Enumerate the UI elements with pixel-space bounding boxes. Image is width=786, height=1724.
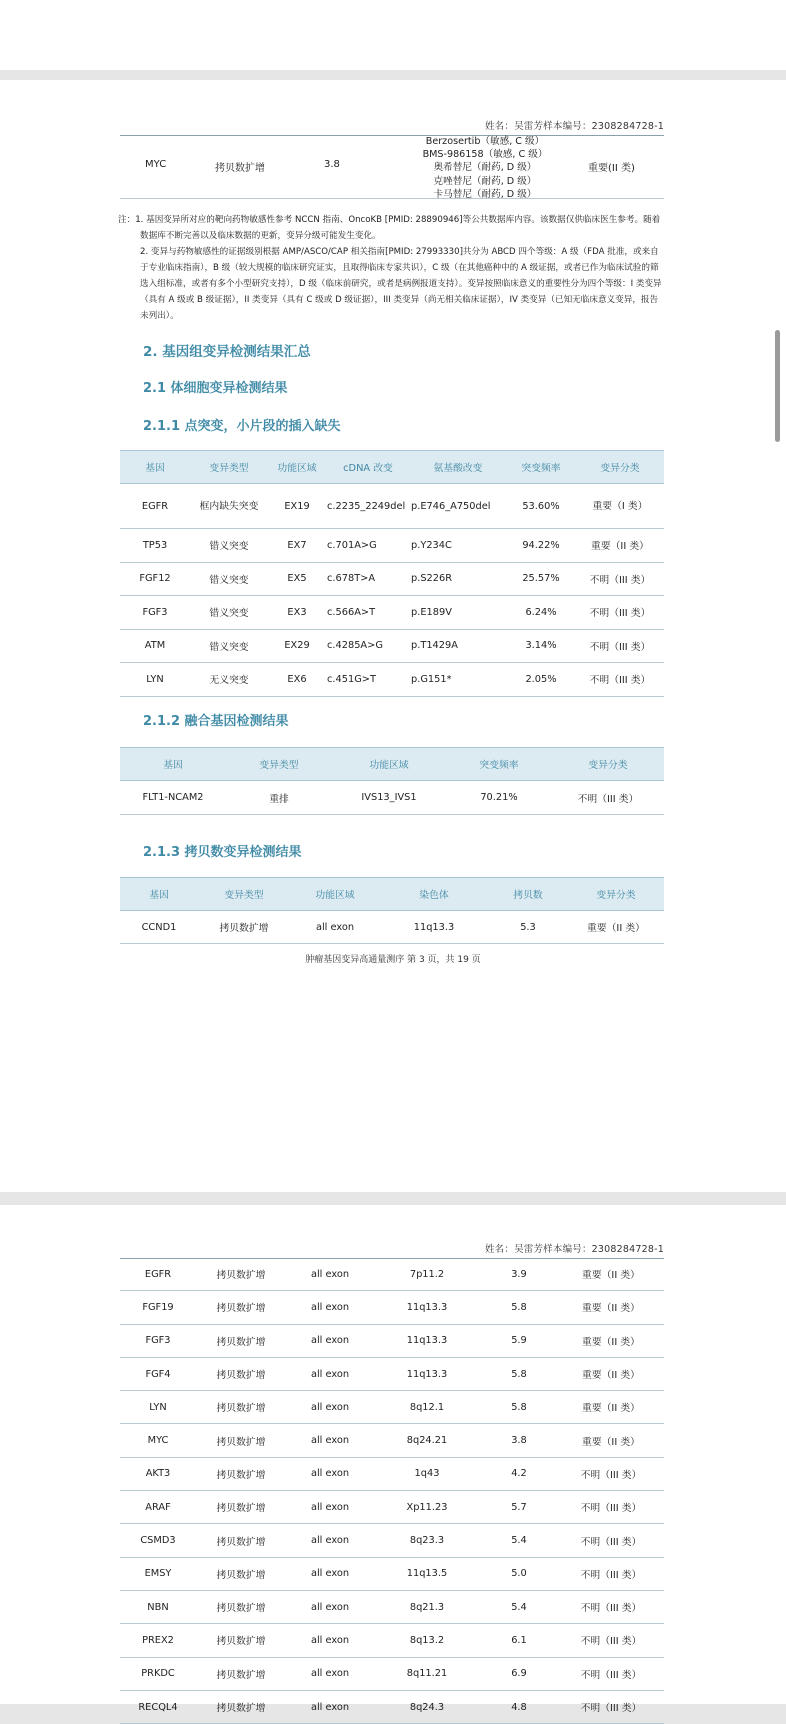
gene-cell: AKT3 (120, 1457, 196, 1490)
gene-cell: CSMD3 (120, 1524, 196, 1557)
class-cell: 不明（III 类） (558, 1491, 664, 1524)
aa-cell: p.S226R (410, 562, 506, 596)
aa-cell: p.Y234C (410, 529, 506, 563)
cdna-cell: c.566A>T (326, 596, 410, 630)
type-cell: 无义突变 (190, 663, 268, 697)
aa-cell: p.T1429A (410, 629, 506, 663)
note-2: 2. 变异与药物敏感性的证据级别根据 AMP/ASCO/CAP 相关指南[PMID: 27993330]共分为 ABCD 四个等级：A 级（FDA 批准，或来自于专业临床指南），B 级（较大规模的临床研究证实，且取得临床专家共识），C 级（在其他癌种中的 A 级证据，或者已作为临床试验的筛选入组标准，或者有多个小型研究支持），D 级（临床前研究，或者是病例报道支持）。变异按照临床意义的重要性分为四个等级：I 类变异（具有 A 级或 B 级证据），II 类变异（具有 C 级或 D 级证据），III 类变异（尚无相关临床证据），IV 类变异（已知无临床意义变异，报告未列出）。 (140, 247, 662, 321)
drug-item: 克唑替尼（耐药, D 级） (433, 175, 537, 187)
type-cell: 错义突变 (190, 529, 268, 563)
col-header: 变异分类 (568, 878, 664, 911)
drug-item: BMS-986158（敏感, C 级） (422, 149, 548, 161)
section-2-1-2-title: 2.1.2 融合基因检测结果 (143, 714, 289, 729)
col-header: 变异分类 (576, 451, 664, 484)
gene-cell: CCND1 (120, 911, 198, 944)
col-header: 基因 (120, 748, 226, 781)
fusion-table (120, 747, 664, 815)
col-header: 变异分类 (552, 748, 664, 781)
copy-cell: 5.3 (488, 911, 568, 944)
region-cell: all exon (286, 1258, 374, 1291)
gene-cell: LYN (120, 663, 190, 697)
freq-cell: 6.24% (506, 596, 576, 630)
type-cell: 拷贝数扩增 (196, 1624, 286, 1657)
copy-cell: 3.9 (480, 1258, 558, 1291)
value-cell: 3.8 (324, 159, 340, 170)
chrom-cell: 8q24.3 (374, 1690, 480, 1723)
previous-page (0, 0, 786, 70)
copy-cell: 5.8 (480, 1357, 558, 1390)
col-header: 变异类型 (190, 451, 268, 484)
gene-cell: EGFR (120, 1258, 196, 1291)
type-cell: 拷贝数扩增 (196, 1524, 286, 1557)
freq-cell: 53.60% (506, 484, 576, 529)
drug-item: 奥希替尼（耐药, D 级） (433, 162, 537, 174)
type-cell: 错义突变 (190, 596, 268, 630)
chrom-cell: 11q13.3 (374, 1291, 480, 1324)
region-cell: all exon (286, 1557, 374, 1590)
copy-cell: 4.2 (480, 1457, 558, 1490)
freq-cell: 94.22% (506, 529, 576, 563)
type-cell: 拷贝数扩增 (196, 1690, 286, 1723)
chrom-cell: 11q13.3 (374, 1324, 480, 1357)
table-row (120, 1258, 664, 1291)
copy-cell: 5.8 (480, 1291, 558, 1324)
section-2-1-3-title: 2.1.3 拷贝数变异检测结果 (143, 845, 302, 860)
gene-cell: PRKDC (120, 1657, 196, 1690)
type-cell: 拷贝数扩增 (196, 1357, 286, 1390)
gene-cell: FGF19 (120, 1291, 196, 1324)
section-2-title: 2. 基因组变异检测结果汇总 (143, 344, 311, 360)
section-2-1-title: 2.1 体细胞变异检测结果 (143, 381, 288, 396)
chrom-cell: Xp11.23 (374, 1491, 480, 1524)
mutation-table-header (120, 451, 664, 484)
col-header: 变异类型 (198, 878, 290, 911)
aa-cell: p.E189V (410, 596, 506, 630)
class-cell: 不明（III 类） (576, 663, 664, 697)
table-row (120, 1357, 664, 1390)
class-cell: 重要（II 类） (558, 1258, 664, 1291)
chrom-cell: 8q24.21 (374, 1424, 480, 1457)
class-cell: 不明（III 类） (558, 1590, 664, 1623)
col-header: 基因 (120, 878, 198, 911)
type-cell: 拷贝数扩增 (196, 1657, 286, 1690)
type-cell: 拷贝数扩增 (196, 1457, 286, 1490)
class-cell: 不明（III 类） (558, 1624, 664, 1657)
col-header: 基因 (120, 451, 190, 484)
gene-cell: RECQL4 (120, 1690, 196, 1723)
type-cell: 拷贝数扩增 (215, 163, 265, 174)
drug-item: 卡马替尼（耐药, D 级） (433, 188, 537, 200)
class-cell: 重要（II 类） (568, 911, 664, 944)
table-row (120, 781, 664, 815)
class-cell: 不明（III 类） (558, 1557, 664, 1590)
col-header: 拷贝数 (488, 878, 568, 911)
gene-cell: ARAF (120, 1491, 196, 1524)
fusion-table-header (120, 748, 664, 781)
region-cell: all exon (286, 1324, 374, 1357)
aa-cell: p.E746_A750del (410, 484, 506, 529)
col-header: 氨基酸改变 (410, 451, 506, 484)
cnv-table-header (120, 878, 664, 911)
page-3 (0, 80, 786, 1192)
gene-cell: EMSY (120, 1557, 196, 1590)
gene-cell: MYC (145, 159, 167, 170)
drug-item: Berzosertib（敏感, C 级） (425, 136, 545, 147)
cnv-table (120, 877, 664, 944)
region-cell: EX6 (268, 663, 326, 697)
region-cell: all exon (286, 1624, 374, 1657)
freq-cell: 2.05% (506, 663, 576, 697)
note-1: 注：1. 基因变异所对应的靶向药物敏感性参考 NCCN 指南、OncoKB [PMID: 28890946]等公共数据库内容。该数据仅供临床医生参考。随着数据库不断完善以及临床数据的更新，变异分级可能发生变化。 (118, 215, 661, 241)
cnv-table-continued (120, 1258, 664, 1724)
gene-cell: FGF3 (120, 1324, 196, 1357)
col-header: cDNA 改变 (326, 451, 410, 484)
region-cell: all exon (286, 1491, 374, 1524)
copy-cell: 3.8 (480, 1424, 558, 1457)
chrom-cell: 8q13.2 (374, 1624, 480, 1657)
col-header: 功能区域 (268, 451, 326, 484)
table-row (120, 663, 664, 697)
aa-cell: p.G151* (410, 663, 506, 697)
chrom-cell: 11q13.3 (374, 1357, 480, 1390)
col-header: 突变频率 (446, 748, 552, 781)
type-cell: 错义突变 (190, 629, 268, 663)
class-cell: 重要（II 类） (558, 1324, 664, 1357)
chrom-cell: 8q11.21 (374, 1657, 480, 1690)
type-cell: 拷贝数扩增 (196, 1424, 286, 1457)
region-cell: all exon (286, 1590, 374, 1623)
region-cell: IVS13_IVS1 (332, 781, 446, 815)
mutation-table (120, 450, 664, 697)
copy-cell: 5.8 (480, 1391, 558, 1424)
type-cell: 拷贝数扩增 (198, 911, 290, 944)
table-row (120, 1657, 664, 1690)
copy-cell: 5.7 (480, 1491, 558, 1524)
class-cell: 重要(II 类) (588, 163, 635, 174)
region-cell: all exon (286, 1291, 374, 1324)
copy-cell: 5.4 (480, 1524, 558, 1557)
table-row (120, 1624, 664, 1657)
table-row (120, 911, 664, 944)
type-cell: 拷贝数扩增 (196, 1590, 286, 1623)
type-cell: 拷贝数扩增 (196, 1557, 286, 1590)
chrom-cell: 1q43 (374, 1457, 480, 1490)
table-row (120, 1291, 664, 1324)
copy-cell: 4.8 (480, 1690, 558, 1723)
page-4 (0, 1205, 786, 1714)
table-row (120, 1324, 664, 1357)
table-row (120, 1391, 664, 1424)
gene-cell: MYC (120, 1424, 196, 1457)
region-cell: all exon (286, 1391, 374, 1424)
class-cell: 重要（II 类） (558, 1424, 664, 1457)
gene-cell: PREX2 (120, 1624, 196, 1657)
class-cell: 重要（II 类） (558, 1391, 664, 1424)
region-cell: all exon (286, 1457, 374, 1490)
class-cell: 不明（III 类） (558, 1457, 664, 1490)
copy-cell: 5.4 (480, 1590, 558, 1623)
gene-cell: ATM (120, 629, 190, 663)
class-cell: 不明（III 类） (576, 562, 664, 596)
region-cell: all exon (286, 1357, 374, 1390)
col-header: 突变频率 (506, 451, 576, 484)
class-cell: 不明（III 类） (552, 781, 664, 815)
region-cell: all exon (286, 1657, 374, 1690)
chrom-cell: 8q12.1 (374, 1391, 480, 1424)
class-cell: 重要（II 类） (558, 1357, 664, 1390)
region-cell: all exon (286, 1690, 374, 1723)
gene-cell: NBN (120, 1590, 196, 1623)
drug-list (390, 135, 580, 201)
class-cell: 重要（I 类） (576, 484, 664, 529)
patient-sample-id: 姓名：吴雷芳样本编号：2308284728-1 (484, 1244, 664, 1255)
freq-cell: 70.21% (446, 781, 552, 815)
col-header: 变异类型 (226, 748, 332, 781)
table-row (120, 529, 664, 563)
freq-cell: 3.14% (506, 629, 576, 663)
type-cell: 错义突变 (190, 562, 268, 596)
table-row (120, 1590, 664, 1623)
class-cell: 重要（II 类） (558, 1291, 664, 1324)
copy-cell: 6.1 (480, 1624, 558, 1657)
cdna-cell: c.701A>G (326, 529, 410, 563)
class-cell: 不明（III 类） (576, 596, 664, 630)
region-cell: EX7 (268, 529, 326, 563)
chrom-cell: 11q13.3 (380, 911, 488, 944)
class-cell: 重要（II 类） (576, 529, 664, 563)
type-cell: 拷贝数扩增 (196, 1258, 286, 1291)
page-footer: 肿瘤基因变异高通量测序 第 3 页，共 19 页 (305, 955, 481, 965)
region-cell: EX29 (268, 629, 326, 663)
region-cell: EX19 (268, 484, 326, 529)
region-cell: EX3 (268, 596, 326, 630)
table-row (120, 1457, 664, 1490)
type-cell: 重排 (226, 781, 332, 815)
patient-sample-id: 姓名：吴雷芳样本编号：2308284728-1 (484, 121, 664, 132)
table-row (120, 1690, 664, 1723)
col-header: 功能区域 (332, 748, 446, 781)
copy-cell: 6.9 (480, 1657, 558, 1690)
region-cell: EX5 (268, 562, 326, 596)
copy-cell: 5.0 (480, 1557, 558, 1590)
chrom-cell: 8q23.3 (374, 1524, 480, 1557)
type-cell: 拷贝数扩增 (196, 1324, 286, 1357)
region-cell: all exon (286, 1524, 374, 1557)
vertical-scrollbar-thumb[interactable] (775, 330, 780, 442)
chrom-cell: 11q13.5 (374, 1557, 480, 1590)
gene-cell: FGF4 (120, 1357, 196, 1390)
table-row (120, 1557, 664, 1590)
table-row (120, 484, 664, 529)
chrom-cell: 7p11.2 (374, 1258, 480, 1291)
cdna-cell: c.2235_2249del (326, 484, 410, 529)
region-cell: all exon (286, 1424, 374, 1457)
type-cell: 框内缺失突变 (190, 484, 268, 529)
chrom-cell: 8q21.3 (374, 1590, 480, 1623)
carryover-drug-row (120, 132, 664, 199)
class-cell: 不明（III 类） (558, 1690, 664, 1723)
gene-cell: EGFR (120, 484, 190, 529)
type-cell: 拷贝数扩增 (196, 1491, 286, 1524)
cdna-cell: c.451G>T (326, 663, 410, 697)
col-header: 染色体 (380, 878, 488, 911)
table-row (120, 629, 664, 663)
table-row (120, 562, 664, 596)
table-row (120, 1491, 664, 1524)
gene-cell: TP53 (120, 529, 190, 563)
type-cell: 拷贝数扩增 (196, 1391, 286, 1424)
gene-cell: FLT1-NCAM2 (120, 781, 226, 815)
table-row (120, 1524, 664, 1557)
region-cell: all exon (290, 911, 380, 944)
gene-cell: FGF12 (120, 562, 190, 596)
class-cell: 不明（III 类） (576, 629, 664, 663)
cdna-cell: c.4285A>G (326, 629, 410, 663)
page-header (120, 1241, 664, 1259)
type-cell: 拷贝数扩增 (196, 1291, 286, 1324)
class-cell: 不明（III 类） (558, 1657, 664, 1690)
section-2-1-1-title: 2.1.1 点突变，小片段的插入缺失 (143, 419, 341, 434)
gene-cell: FGF3 (120, 596, 190, 630)
col-header: 功能区域 (290, 878, 380, 911)
copy-cell: 5.9 (480, 1324, 558, 1357)
notes-block (118, 212, 666, 324)
class-cell: 不明（III 类） (558, 1524, 664, 1557)
table-row (120, 596, 664, 630)
freq-cell: 25.57% (506, 562, 576, 596)
cdna-cell: c.678T>A (326, 562, 410, 596)
table-row (120, 1424, 664, 1457)
gene-cell: LYN (120, 1391, 196, 1424)
